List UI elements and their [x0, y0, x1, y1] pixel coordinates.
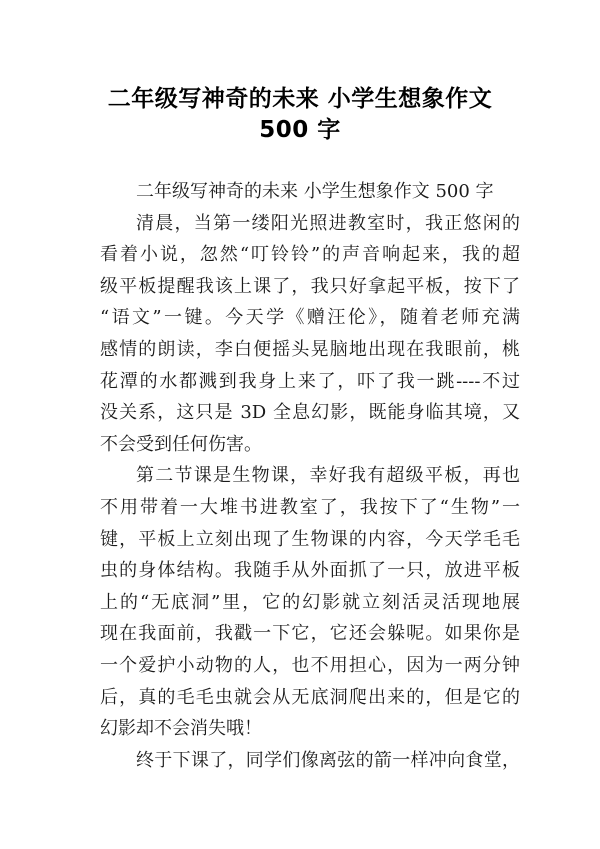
text-line: 不用带着一大堆书进教室了，我按下了“生物”一 — [100, 496, 520, 518]
document-title-line-2: 500 字 — [259, 117, 341, 143]
text-line: 级平板提醒我该上课了，我只好拿起平板，按下了 — [100, 275, 520, 297]
text-line: 感情的朗读，李白便摇头晃脑地出现在我眼前，桃 — [100, 338, 520, 360]
text-line: 不会受到任何伤害。 — [100, 433, 262, 455]
document-title-line-1: 二年级写神奇的未来 小学生想象作文 — [107, 86, 493, 112]
text-line: 后，真的毛毛虫就会从无底洞爬出来的，但是它的 — [100, 686, 520, 708]
text-line: 上的“无底洞”里，它的幻影就立刻活灵活现地展 — [100, 591, 520, 613]
text-line: 第二节课是生物课，幸好我有超级平板，再也 — [136, 465, 520, 487]
text-line: 看着小说，忽然“叮铃铃”的声音响起来，我的超 — [100, 244, 520, 266]
text-line: 没关系，这只是 3D 全息幻影，既能身临其境，又 — [100, 402, 520, 424]
text-line: 一个爱护小动物的人，也不用担心，因为一两分钟 — [100, 654, 520, 676]
essay-body — [100, 176, 520, 776]
text-line: “语文”一键。今天学《赠汪伦》，随着老师充满 — [100, 307, 520, 329]
text-line: 清晨，当第一缕阳光照进教室时，我正悠闲的 — [136, 212, 520, 234]
text-line: 键，平板上立刻出现了生物课的内容，今天学毛毛 — [100, 528, 520, 550]
text-line: 终于下课了，同学们像离弦的箭一样冲向食堂， — [136, 749, 520, 771]
text-line: 花潭的水都溅到我身上来了，吓了我一跳----不过 — [100, 370, 520, 392]
text-line: 幻影却不会消失哦！ — [100, 718, 262, 740]
text-line: 二年级写神奇的未来 小学生想象作文 500 字 — [136, 181, 494, 202]
text-line: 现在我面前，我戳一下它，它还会躲呢。如果你是 — [100, 623, 520, 645]
text-line: 虫的身体结构。我随手从外面抓了一只，放进平板 — [100, 560, 520, 582]
